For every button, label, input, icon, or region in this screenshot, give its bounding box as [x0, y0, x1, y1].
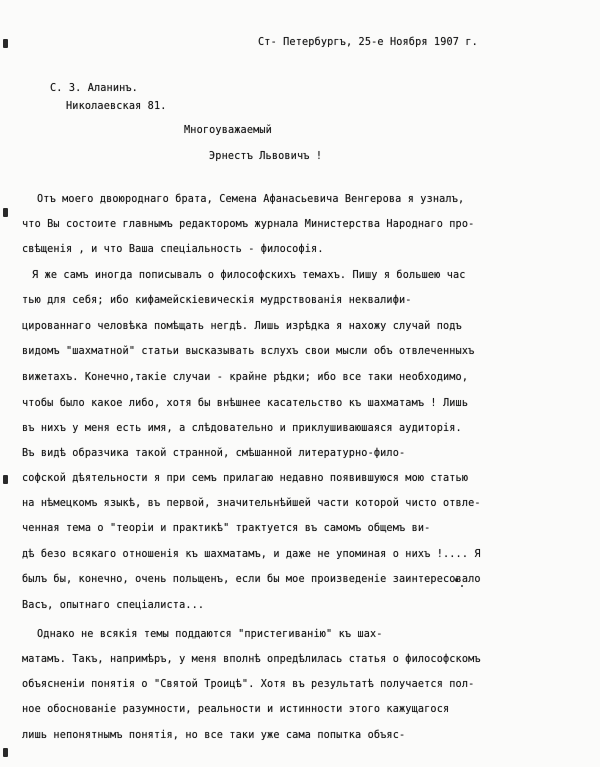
letter-body-line: видомъ "шахматной" статьи высказывать вслухъ свои мысли объ отвлеченныхъ [22, 346, 475, 357]
letter-body-line: что Вы состоите главнымъ редакторомъ журнала Министерства Народнаго про- [22, 219, 475, 230]
letter-body-line: вижетахъ. Конечно,такіе случаи - крайне рѣдки; ибо все таки необходимо, [22, 372, 469, 383]
letter-body-line: ное обоснованіе разумности, реальности и истинности этого кажущагося [22, 704, 450, 715]
salutation-line-2: Эрнестъ Львовичъ ! [209, 151, 323, 162]
letter-date-line: Ст- Петербургъ, 25-е Ноября 1907 г. [258, 37, 478, 48]
letter-body-line: Однако не всякія темы поддаются "пристегиванію" къ шах- [37, 629, 383, 640]
letter-body-line: ченная тема о "теоріи и практикѣ" трактуется въ самомъ общемъ ви- [22, 523, 431, 534]
letter-body-line: цированнаго человѣка помѣщать негдѣ. Лишь изрѣдка я нахожу случай подъ [22, 321, 462, 332]
letter-body-line: Въ видѣ образчика такой странной, смѣшанной литературно-фило- [22, 448, 406, 459]
letter-body-line: софской дѣятельности я при семъ прилагаю недавно появившуюся мою статью [22, 473, 469, 484]
letter-body-line: чтобы было какое либо, хотя бы внѣшнее касательство къ шахматамъ ! Лишь [22, 398, 469, 409]
letter-body-line: дѣ безо всякаго отношенія къ шахматамъ, и даже не упоминая о нихъ !.... Я [22, 549, 481, 560]
punch-hole-mark [3, 748, 8, 757]
addressee-address: Николаевская 81. [66, 101, 167, 112]
letter-body-line: свѣщенія , и что Ваша спеціальность - философія. [22, 244, 324, 255]
letter-body-line: Отъ моего двоюроднаго брата, Семена Афанасьевича Венгерова я узналъ, [37, 194, 465, 205]
letter-body-line: лишь непонятнымъ понятія, но все таки уже сама попытка объяс- [22, 730, 406, 741]
punch-hole-mark [3, 475, 8, 484]
salutation-line-1: Многоуважаемый [184, 125, 272, 136]
letter-body-line: былъ бы, конечно, очень польщенъ, если бы мое произведеніе заинтересовало [22, 574, 481, 585]
letter-body-line: Я же самъ иногда пописывалъ о философскихъ темахъ. Пишу я большею час [32, 270, 466, 281]
letter-body-line: Васъ, опытнаго спеціалиста... [22, 600, 205, 611]
letter-body-line: объясненіи понятія о "Святой Троицѣ". Хотя въ результатѣ получается пол- [22, 679, 475, 690]
letter-body-line: въ нихъ у меня есть имя, а слѣдовательно и приклушиваюшаяся аудиторія. [22, 423, 462, 434]
addressee-name: С. З. Аланинъ. [50, 83, 138, 94]
letter-body-line: матамъ. Такъ, напримѣръ, у меня вполнѣ опредѣлилась статья о философскомъ [22, 654, 481, 665]
punch-hole-mark [3, 39, 8, 48]
letter-body-line: тью для себя; ибо кифамейскiевическія мудрствованія неквалифи- [22, 295, 412, 306]
punch-hole-mark [3, 208, 8, 217]
letter-body-line: на нѣмецкомъ языкѣ, въ первой, значительнѣйшей части которой чисто отвле- [22, 498, 481, 509]
